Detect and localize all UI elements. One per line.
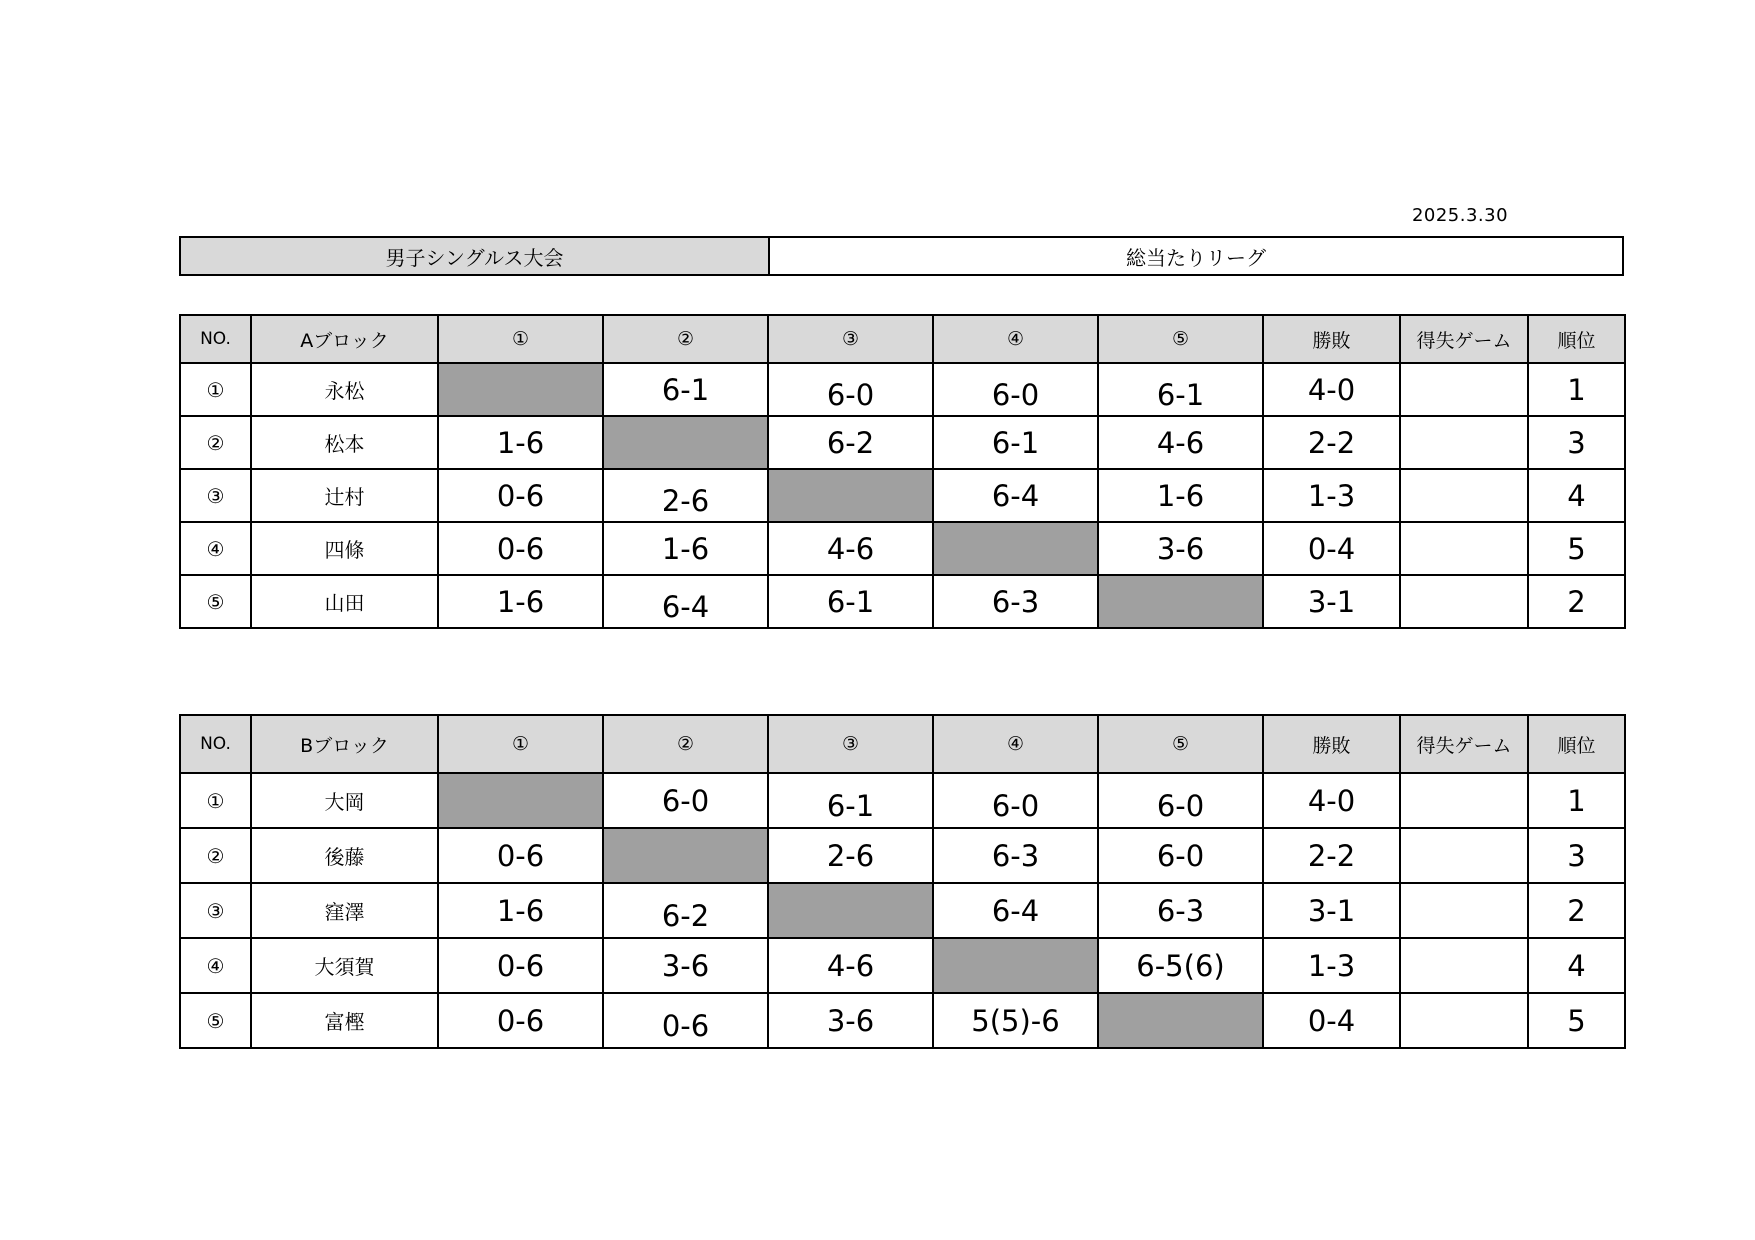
player-name: 富樫	[251, 993, 438, 1048]
table-row	[180, 469, 1625, 522]
score-cell: 6-1	[1098, 363, 1263, 416]
player-no: ④	[180, 522, 251, 575]
score-cell: 4-6	[768, 522, 933, 575]
opponent-header: ⑤	[1098, 715, 1263, 773]
self-match-cell	[603, 828, 768, 883]
rank-cell: 3	[1528, 828, 1625, 883]
record-cell: 2-2	[1263, 828, 1400, 883]
score-cell: 6-5(6)	[1098, 938, 1263, 993]
games-cell	[1400, 773, 1528, 828]
player-name: 永松	[251, 363, 438, 416]
rank-cell: 3	[1528, 416, 1625, 469]
score-cell: 0-6	[438, 938, 603, 993]
score-cell: 6-4	[933, 883, 1098, 938]
score-cell: 5(5)-6	[933, 993, 1098, 1048]
player-no: ⑤	[180, 575, 251, 628]
score-cell: 6-0	[933, 773, 1098, 828]
player-name: 大岡	[251, 773, 438, 828]
player-name: 辻村	[251, 469, 438, 522]
table-row	[180, 828, 1625, 883]
games-cell	[1400, 993, 1528, 1048]
record-cell: 3-1	[1263, 575, 1400, 628]
self-match-cell	[603, 416, 768, 469]
self-match-cell	[768, 883, 933, 938]
table-row	[180, 938, 1625, 993]
date-label: 2025.3.30	[1411, 205, 1509, 226]
score-cell: 2-6	[603, 469, 768, 522]
score-cell: 1-6	[1098, 469, 1263, 522]
score-cell: 1-6	[603, 522, 768, 575]
record-cell: 0-4	[1263, 993, 1400, 1048]
player-no: ③	[180, 469, 251, 522]
self-match-cell	[1098, 575, 1263, 628]
table-row	[180, 993, 1625, 1048]
score-cell: 1-6	[438, 883, 603, 938]
title-table	[179, 236, 1624, 276]
player-no: ①	[180, 773, 251, 828]
no-header: NO.	[180, 315, 251, 363]
score-cell: 6-1	[933, 416, 1098, 469]
score-cell: 6-1	[768, 575, 933, 628]
player-name: 松本	[251, 416, 438, 469]
score-cell: 3-6	[603, 938, 768, 993]
score-cell: 6-4	[933, 469, 1098, 522]
player-no: ②	[180, 416, 251, 469]
table-row	[180, 416, 1625, 469]
score-cell: 4-6	[1098, 416, 1263, 469]
table-row	[180, 363, 1625, 416]
score-cell: 3-6	[1098, 522, 1263, 575]
player-no: ②	[180, 828, 251, 883]
record-cell: 2-2	[1263, 416, 1400, 469]
self-match-cell	[768, 469, 933, 522]
rank-header: 順位	[1528, 715, 1625, 773]
score-cell: 0-6	[438, 993, 603, 1048]
block-name-header: Aブロック	[251, 315, 438, 363]
score-cell: 3-6	[768, 993, 933, 1048]
self-match-cell	[1098, 993, 1263, 1048]
self-match-cell	[438, 773, 603, 828]
player-name: 四條	[251, 522, 438, 575]
table-row	[180, 575, 1625, 628]
score-cell: 6-4	[603, 575, 768, 628]
rank-cell: 4	[1528, 938, 1625, 993]
score-cell: 0-6	[438, 828, 603, 883]
record-header: 勝敗	[1263, 315, 1400, 363]
opponent-header: ①	[438, 315, 603, 363]
opponent-header: ②	[603, 315, 768, 363]
score-cell: 6-3	[933, 575, 1098, 628]
rank-cell: 2	[1528, 575, 1625, 628]
header-row	[180, 715, 1625, 773]
block-a-table	[179, 314, 1626, 629]
record-header: 勝敗	[1263, 715, 1400, 773]
score-cell: 6-1	[768, 773, 933, 828]
score-cell: 0-6	[438, 469, 603, 522]
record-cell: 1-3	[1263, 938, 1400, 993]
rank-header: 順位	[1528, 315, 1625, 363]
no-header: NO.	[180, 715, 251, 773]
player-no: ④	[180, 938, 251, 993]
score-cell: 6-3	[933, 828, 1098, 883]
score-cell: 6-0	[768, 363, 933, 416]
opponent-header: ④	[933, 315, 1098, 363]
player-name: 大須賀	[251, 938, 438, 993]
games-cell	[1400, 938, 1528, 993]
score-cell: 6-1	[603, 363, 768, 416]
games-cell	[1400, 363, 1528, 416]
player-name: 山田	[251, 575, 438, 628]
opponent-header: ③	[768, 315, 933, 363]
score-cell: 6-2	[603, 883, 768, 938]
record-cell: 4-0	[1263, 773, 1400, 828]
opponent-header: ⑤	[1098, 315, 1263, 363]
rank-cell: 5	[1528, 522, 1625, 575]
rank-cell: 2	[1528, 883, 1625, 938]
rank-cell: 5	[1528, 993, 1625, 1048]
games-cell	[1400, 883, 1528, 938]
player-name: 窪澤	[251, 883, 438, 938]
self-match-cell	[438, 363, 603, 416]
opponent-header: ③	[768, 715, 933, 773]
opponent-header: ②	[603, 715, 768, 773]
score-cell: 6-0	[603, 773, 768, 828]
record-cell: 0-4	[1263, 522, 1400, 575]
player-no: ⑤	[180, 993, 251, 1048]
record-cell: 3-1	[1263, 883, 1400, 938]
player-name: 後藤	[251, 828, 438, 883]
record-cell: 4-0	[1263, 363, 1400, 416]
score-cell: 0-6	[438, 522, 603, 575]
score-cell: 4-6	[768, 938, 933, 993]
rank-cell: 1	[1528, 363, 1625, 416]
games-cell	[1400, 469, 1528, 522]
rank-cell: 1	[1528, 773, 1625, 828]
player-no: ①	[180, 363, 251, 416]
block-b-table	[179, 714, 1626, 1049]
games-cell	[1400, 522, 1528, 575]
record-cell: 1-3	[1263, 469, 1400, 522]
games-header: 得失ゲーム	[1400, 715, 1528, 773]
table-row	[180, 773, 1625, 828]
table-row	[180, 522, 1625, 575]
format-title: 総当たりリーグ	[769, 237, 1623, 275]
self-match-cell	[933, 522, 1098, 575]
score-cell: 1-6	[438, 575, 603, 628]
header-row	[180, 315, 1625, 363]
rank-cell: 4	[1528, 469, 1625, 522]
opponent-header: ①	[438, 715, 603, 773]
table-row	[180, 883, 1625, 938]
games-cell	[1400, 575, 1528, 628]
block-name-header: Bブロック	[251, 715, 438, 773]
score-cell: 0-6	[603, 993, 768, 1048]
self-match-cell	[933, 938, 1098, 993]
games-cell	[1400, 828, 1528, 883]
opponent-header: ④	[933, 715, 1098, 773]
event-title: 男子シングルス大会	[180, 237, 769, 275]
score-cell: 1-6	[438, 416, 603, 469]
score-cell: 2-6	[768, 828, 933, 883]
games-header: 得失ゲーム	[1400, 315, 1528, 363]
score-cell: 6-0	[1098, 773, 1263, 828]
score-cell: 6-3	[1098, 883, 1263, 938]
player-no: ③	[180, 883, 251, 938]
score-cell: 6-2	[768, 416, 933, 469]
score-cell: 6-0	[1098, 828, 1263, 883]
score-cell: 6-0	[933, 363, 1098, 416]
games-cell	[1400, 416, 1528, 469]
